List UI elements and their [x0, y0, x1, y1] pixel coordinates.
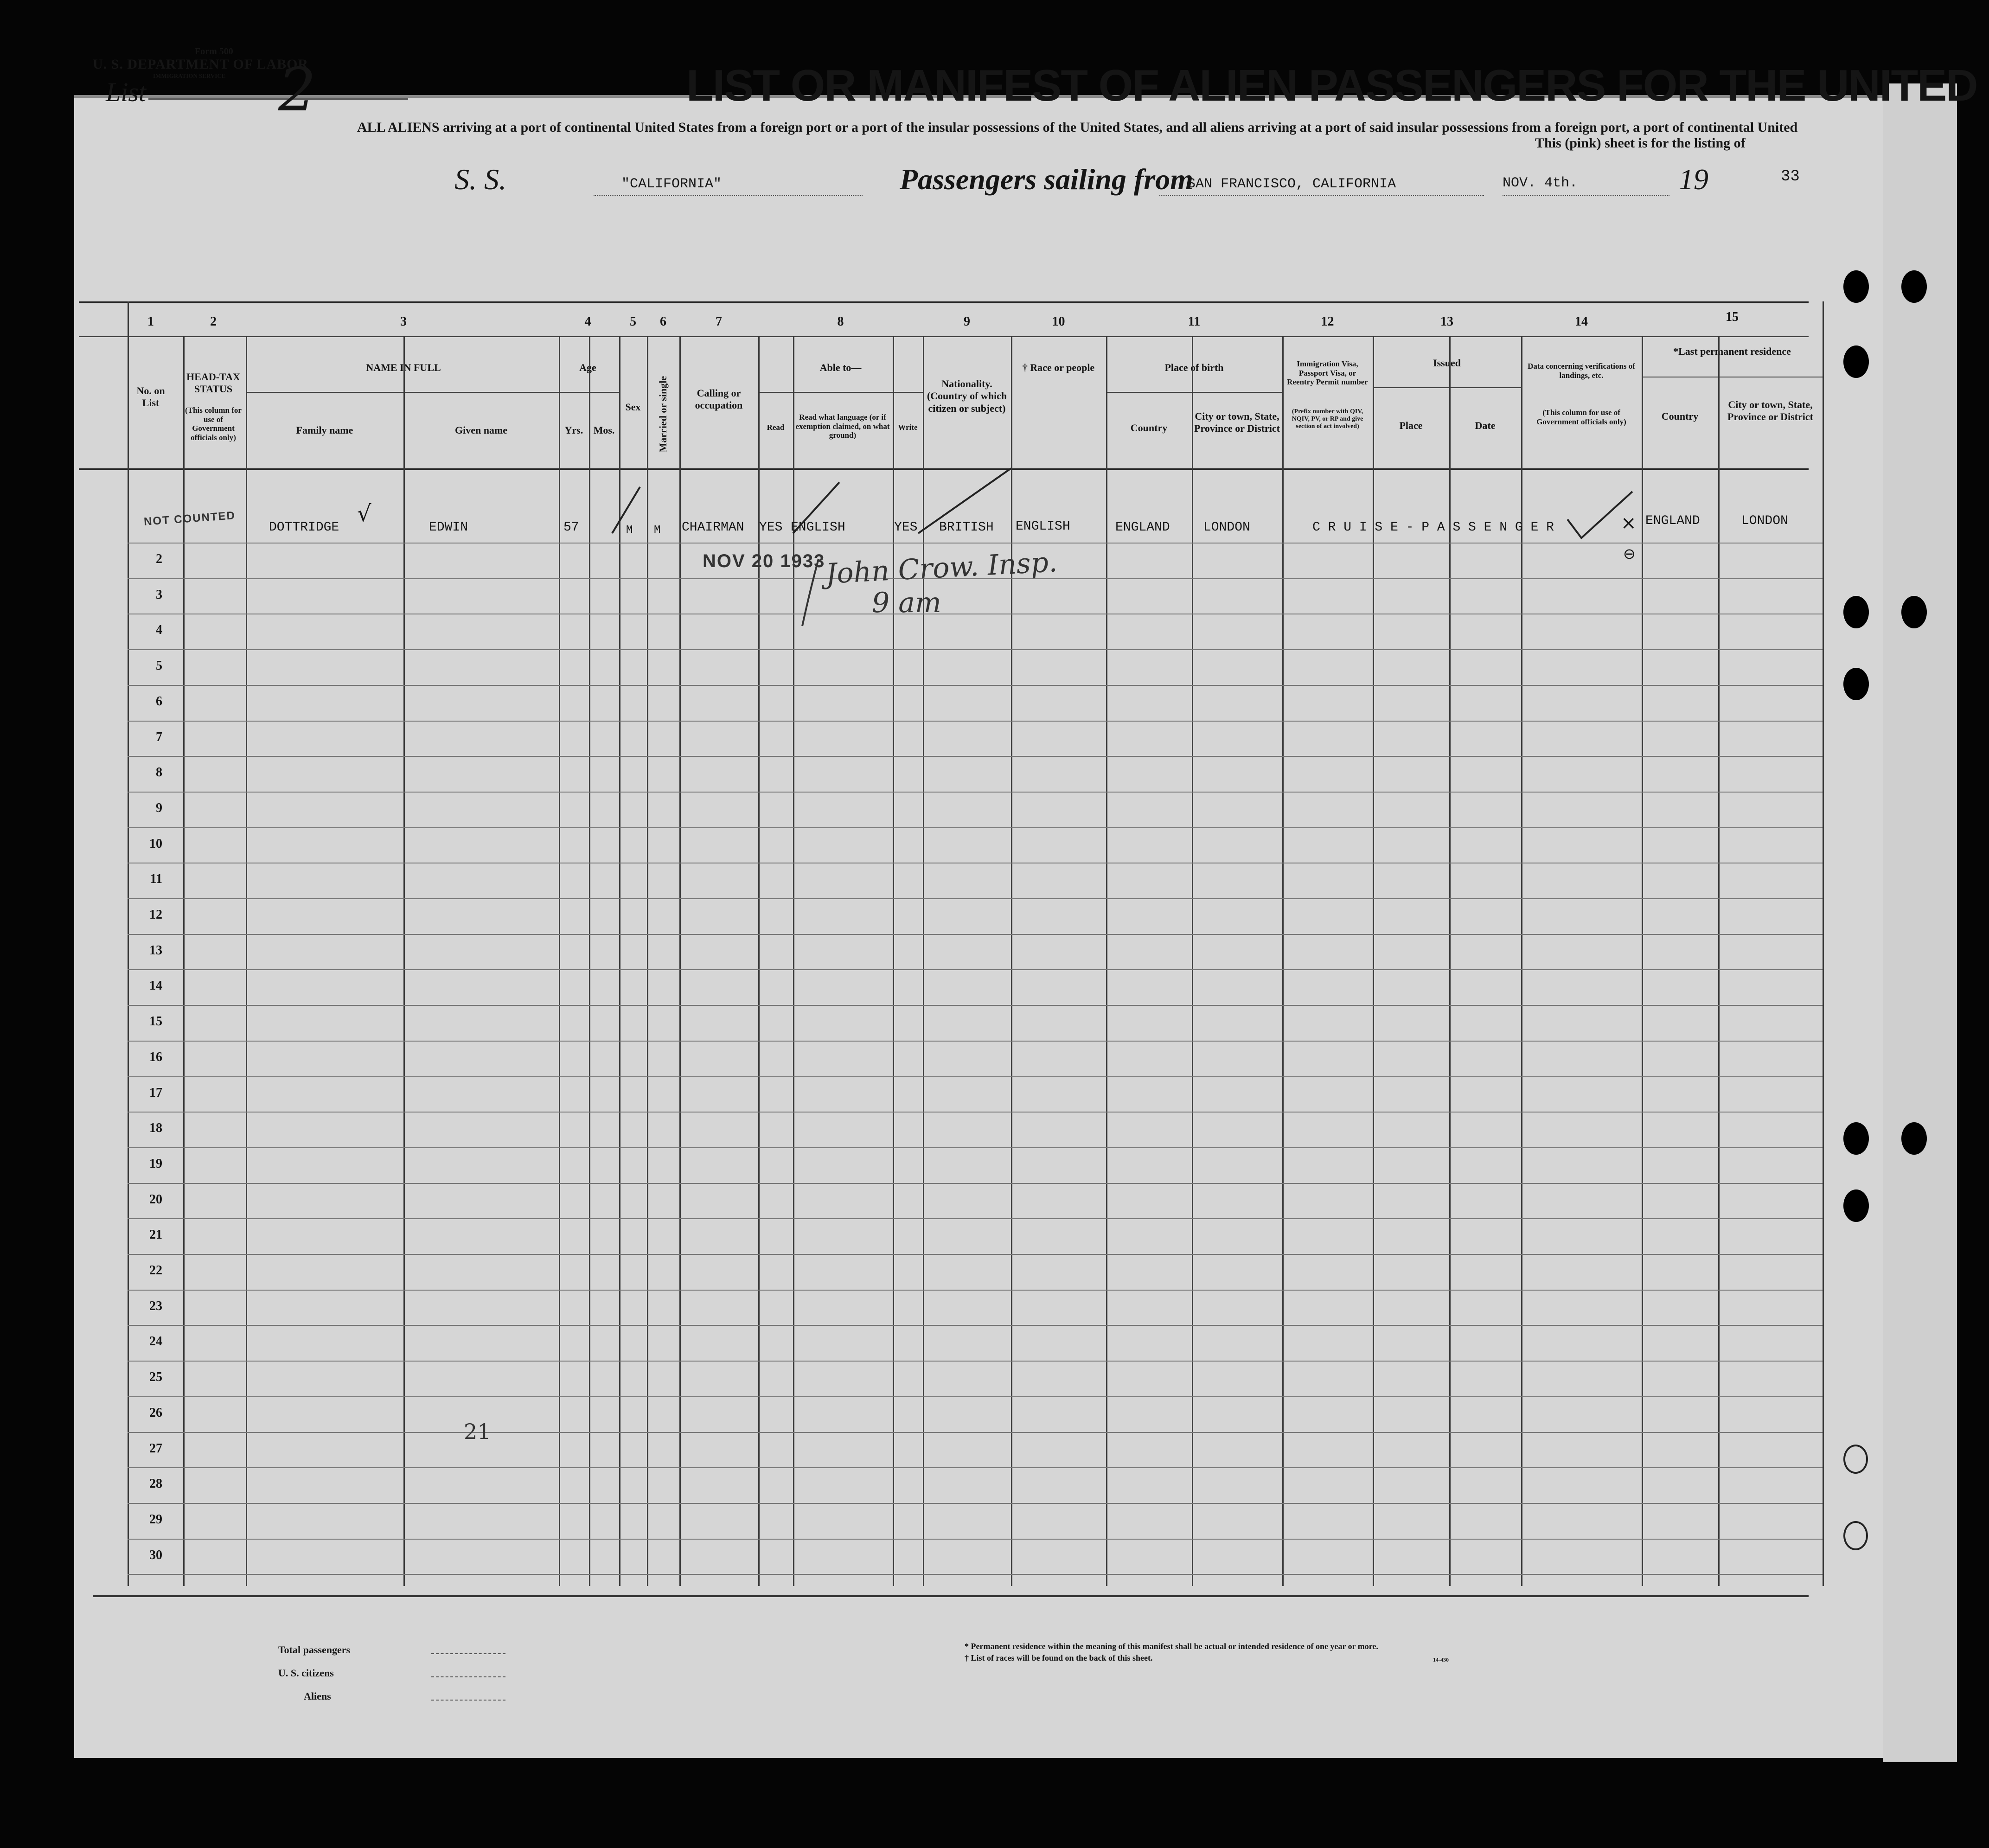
col-num-9: 9	[964, 314, 970, 329]
row-number: 6	[156, 694, 162, 709]
row-number: 2	[156, 552, 162, 566]
column-line	[589, 336, 590, 1586]
hdr-res-country: Country	[1661, 410, 1699, 422]
date-stamp: NOV 20 1933	[703, 551, 825, 571]
column-line	[1642, 336, 1643, 1586]
entry-write: YES	[894, 520, 918, 535]
col-num-14: 14	[1575, 314, 1588, 329]
cross-mark-icon: ×	[1621, 512, 1637, 534]
us-citizens-label: U. S. citizens	[278, 1667, 334, 1679]
pen-slash-language	[788, 478, 844, 538]
row-number: 29	[149, 1512, 162, 1527]
entry-nationality: BRITISH	[939, 520, 994, 535]
hdr-write: Write	[898, 423, 918, 432]
col-num-7: 7	[716, 314, 722, 329]
issued-subrule	[1373, 387, 1521, 388]
row-line	[128, 1574, 1823, 1575]
punch-hole	[1843, 668, 1869, 700]
col-num-12: 12	[1321, 314, 1334, 329]
total-passengers-line	[431, 1653, 505, 1654]
row-line	[128, 1361, 1823, 1362]
punch-hole	[1843, 1189, 1869, 1222]
row-line	[128, 1112, 1823, 1113]
row-line	[128, 792, 1823, 793]
row-number: 16	[149, 1049, 162, 1064]
total-passengers-label: Total passengers	[278, 1644, 351, 1656]
row-number: 27	[149, 1441, 162, 1456]
checkmark-icon: √	[357, 501, 371, 527]
hdr-race: † Race or people	[1022, 362, 1095, 373]
port-name: SAN FRANCISCO, CALIFORNIA	[1187, 176, 1396, 192]
entry-family-name: DOTTRIDGE	[269, 520, 339, 535]
entry-birth-country: ENGLAND	[1115, 520, 1170, 535]
entry-visa: C R U I S E - P A S S E N G E R	[1312, 520, 1554, 535]
department-label: U. S. DEPARTMENT OF LABOR	[93, 57, 309, 72]
entry-age: 57	[563, 520, 579, 535]
row-number: 21	[149, 1228, 162, 1242]
hdr-given-name: Given name	[454, 424, 508, 436]
attached-stub-page	[1883, 83, 1957, 1762]
row-line	[128, 1218, 1823, 1219]
head-tax-stamp: NOT COUNTED	[143, 509, 236, 528]
row-number: 22	[149, 1263, 162, 1278]
row-number: 5	[156, 659, 162, 673]
hdr-head-tax: HEAD-TAX STATUS	[186, 371, 240, 395]
column-line	[246, 336, 247, 1586]
entry-res-country: ENGLAND	[1645, 514, 1700, 528]
inspection-time: 9 am	[872, 587, 941, 619]
row-number: 25	[149, 1370, 162, 1385]
hdr-last-residence: *Last permanent residence	[1673, 345, 1791, 357]
col-num-8: 8	[837, 314, 844, 329]
row-line	[128, 543, 1823, 544]
hdr-name-in-full: NAME IN FULL	[366, 362, 441, 373]
punch-hole	[1901, 270, 1927, 303]
us-citizens-line	[431, 1676, 505, 1677]
service-label: IMMIGRATION SERVICE	[153, 72, 226, 79]
entry-occupation: CHAIRMAN	[682, 520, 744, 535]
form-code: 14-430	[1433, 1656, 1449, 1663]
sailing-label: Passengers sailing from	[900, 163, 1193, 196]
hdr-calling: Calling or occupation	[695, 387, 743, 411]
margin-number: 21	[464, 1419, 491, 1444]
column-line	[1823, 301, 1824, 1586]
row-number: 10	[149, 836, 162, 851]
hdr-issued-date: Date	[1475, 420, 1496, 431]
hdr-no-on-list: No. on List	[136, 385, 165, 409]
punch-hole	[1843, 270, 1869, 303]
row-number: 11	[150, 872, 162, 887]
hdr-issued-place: Place	[1399, 420, 1423, 431]
row-line	[128, 721, 1823, 722]
hdr-yrs: Yrs.	[564, 424, 583, 436]
row-line	[128, 1539, 1823, 1540]
column-line	[1718, 336, 1720, 1586]
hdr-issued: Issued	[1433, 357, 1461, 369]
year-suffix: 33	[1781, 168, 1800, 185]
row-line	[128, 898, 1823, 899]
able-subrule	[758, 392, 923, 393]
row-line	[128, 1503, 1823, 1504]
row-line	[128, 1005, 1823, 1006]
col-num-5: 5	[630, 314, 636, 329]
entry-sex: M	[626, 524, 633, 537]
row-number: 17	[149, 1085, 162, 1100]
entry-read: YES	[759, 520, 783, 535]
entry-birth-city: LONDON	[1203, 520, 1250, 535]
row-line	[128, 1041, 1823, 1042]
pen-slash-age	[603, 482, 649, 538]
header-top-rule	[79, 301, 1809, 303]
row-line	[128, 934, 1823, 935]
hdr-head-tax-note: (This column for use of Government officials only)	[185, 406, 242, 442]
ss-label: S. S.	[454, 163, 506, 196]
subtitle-1: ALL ALIENS arriving at a port of continental United States from a foreign port or a port of the insular possessions of the United States, and all aliens arriving at a port of said insular possessions from a foreign port, a port of continental United	[357, 120, 1798, 135]
col-num-1: 1	[147, 314, 154, 329]
hdr-able-to: Able to—	[819, 362, 862, 373]
column-line	[559, 336, 560, 1586]
list-number: 2	[278, 56, 316, 125]
list-label: List	[106, 77, 147, 107]
row-number: 12	[149, 908, 162, 922]
row-number: 30	[149, 1547, 162, 1562]
row-number: 13	[149, 943, 162, 958]
column-number-rule	[79, 336, 1809, 337]
hdr-visa-note: (Prefix number with QIV, NQIV, PV, or RP and give section of act involved)	[1292, 408, 1363, 430]
entry-married: M	[654, 524, 661, 537]
column-line	[1106, 336, 1107, 1586]
note-residence: * Permanent residence within the meaning of this manifest shall be actual or intended residence of one year or more.	[965, 1642, 1378, 1651]
entry-race: ENGLISH	[1016, 519, 1070, 534]
hdr-read-language: Read what language (or if exemption claimed, on what ground)	[795, 413, 890, 440]
row-number: 15	[149, 1014, 162, 1029]
row-line	[128, 756, 1823, 757]
entry-language: ENGLISH	[791, 520, 845, 535]
col-num-2: 2	[210, 314, 217, 329]
punch-hole	[1843, 345, 1869, 378]
row-line	[128, 969, 1823, 970]
column-line	[1282, 336, 1284, 1586]
row-line	[128, 827, 1823, 828]
row-line	[128, 1432, 1823, 1433]
ship-name: "CALIFORNIA"	[621, 176, 722, 192]
row-number: 19	[149, 1156, 162, 1171]
row-line	[128, 1183, 1823, 1184]
row-line	[128, 1467, 1823, 1468]
footer-rule	[93, 1595, 1809, 1597]
row-number: 20	[149, 1192, 162, 1207]
note-races: † List of races will be found on the back of this sheet.	[965, 1653, 1153, 1663]
row-number: 3	[156, 587, 162, 602]
row-line	[128, 1396, 1823, 1397]
punch-hole	[1901, 1122, 1927, 1155]
col-num-6: 6	[660, 314, 666, 329]
col-num-11: 11	[1188, 314, 1201, 329]
hdr-married: Married or single	[657, 376, 669, 453]
col-num-10: 10	[1052, 314, 1065, 329]
column-line	[1192, 336, 1193, 1586]
row-line	[128, 1325, 1823, 1326]
page-title: LIST OR MANIFEST OF ALIEN PASSENGERS FOR THE UNITED	[686, 61, 1977, 110]
sailing-date: NOV. 4th.	[1503, 175, 1578, 191]
col-num-13: 13	[1440, 314, 1453, 329]
pen-check-visa	[1563, 487, 1637, 543]
hdr-birth-country: Country	[1130, 422, 1168, 434]
row-number: 9	[156, 800, 162, 815]
date-line	[1503, 195, 1669, 196]
row-number: 28	[149, 1477, 162, 1491]
aliens-label: Aliens	[304, 1690, 331, 1702]
form-number: Form 500	[195, 46, 233, 57]
manifest-sheet	[74, 95, 1883, 1758]
port-line	[1159, 195, 1484, 196]
entry-res-city: LONDON	[1741, 514, 1788, 528]
row-number: 14	[149, 978, 162, 993]
row-line	[128, 649, 1823, 650]
hdr-visa: Immigration Visa, Passport Visa, or Reentry Permit number	[1287, 359, 1368, 387]
hdr-verification: Data concerning verifications of landings, etc.	[1528, 362, 1635, 380]
subtitle-2: This (pink) sheet is for the listing of	[1535, 135, 1746, 151]
hdr-nationality: Nationality. (Country of which citizen or subject)	[927, 378, 1007, 414]
punch-hole	[1843, 1122, 1869, 1155]
hdr-mos: Mos.	[593, 424, 615, 436]
hdr-read: Read	[767, 423, 785, 432]
row-number: 7	[156, 729, 162, 744]
row-number: 18	[149, 1121, 162, 1136]
row-number: 24	[149, 1334, 162, 1349]
hdr-verification-note: (This column for use of Government officials only)	[1536, 408, 1626, 426]
ship-line	[594, 195, 863, 196]
entry-given-name: EDWIN	[429, 520, 468, 535]
hdr-res-city: City or town, State, Province or District	[1727, 399, 1813, 423]
punch-hole-outline	[1843, 1521, 1868, 1550]
hdr-place-of-birth: Place of birth	[1164, 362, 1224, 373]
zero-mark-icon: ⊖	[1623, 545, 1636, 563]
column-line	[403, 336, 405, 1586]
row-number: 23	[149, 1298, 162, 1313]
hdr-age: Age	[579, 362, 596, 373]
punch-hole-outline	[1843, 1445, 1868, 1474]
col-num-15: 15	[1726, 310, 1739, 324]
row-line	[128, 1254, 1823, 1255]
hdr-sex: Sex	[625, 401, 641, 413]
punch-hole	[1901, 596, 1927, 628]
row-line	[128, 1290, 1823, 1291]
row-line	[128, 1147, 1823, 1148]
signature-stroke	[798, 556, 825, 631]
col-num-3: 3	[400, 314, 407, 329]
hdr-family-name: Family name	[296, 424, 353, 436]
punch-hole	[1843, 596, 1869, 628]
col-num-4: 4	[584, 314, 591, 329]
row-number: 4	[156, 623, 162, 638]
birth-subrule	[1106, 392, 1282, 393]
row-number: 26	[149, 1405, 162, 1420]
column-line	[679, 336, 681, 1586]
row-line	[128, 1076, 1823, 1077]
inspector-signature: John Crow. Insp.	[825, 545, 1058, 591]
row-line	[128, 685, 1823, 686]
aliens-line	[431, 1700, 505, 1701]
name-subrule	[246, 392, 559, 393]
pen-slash-nationality	[914, 464, 1016, 538]
hdr-birth-city: City or town, State, Province or District	[1194, 410, 1280, 435]
row-number: 8	[156, 765, 162, 780]
year-prefix: 19	[1679, 163, 1708, 196]
